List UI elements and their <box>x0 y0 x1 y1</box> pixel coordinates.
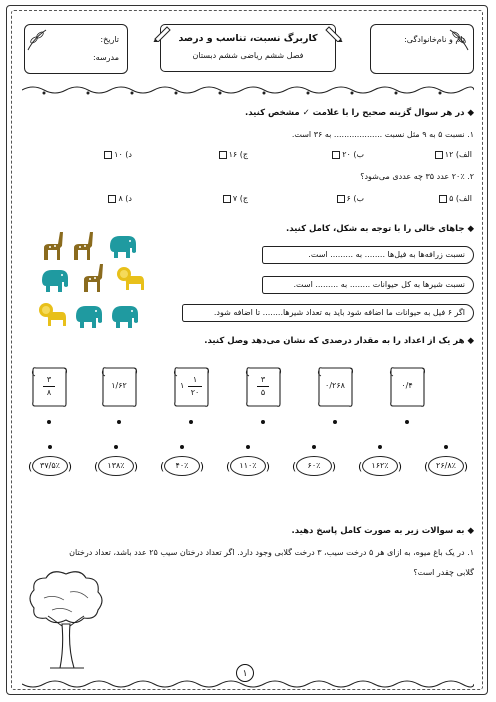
number-card <box>100 366 138 408</box>
number-card <box>172 366 210 408</box>
percent-value: ۱۱۰٪ <box>239 461 257 470</box>
number-card <box>388 366 426 408</box>
statement-3: اگر ۶ فیل به حیوانات ما اضافه شود باید به تعداد شیرها........ تا اضافه شود. <box>182 304 474 322</box>
lion-icon <box>117 267 144 290</box>
elephant-icon <box>110 236 136 258</box>
connect-dot[interactable] <box>405 420 409 424</box>
giraffe-icon <box>74 232 93 260</box>
connect-dot[interactable] <box>47 420 51 424</box>
percent-oval: ( ) ۱۶۲٪ <box>358 455 402 477</box>
fraction-denominator: ۵ <box>260 388 266 397</box>
percent-value: ۲۶/۸٪ <box>436 461 456 470</box>
worksheet-title: کاربرگ نسبت، تناسب و درصد <box>178 33 318 44</box>
pencil-icon <box>324 22 344 42</box>
worksheet-subtitle: فصل ششم ریاضی ششم دبستان <box>192 51 304 60</box>
connect-dot[interactable] <box>261 420 265 424</box>
q2-option-a[interactable]: الف) ۵ <box>439 194 472 203</box>
connect-dot[interactable] <box>189 420 193 424</box>
elephant-icon <box>112 306 138 328</box>
fraction-bar <box>188 386 202 387</box>
percent-value: ۴۰٪ <box>175 461 189 470</box>
connect-dot[interactable] <box>312 445 316 449</box>
connect-dot[interactable] <box>180 445 184 449</box>
vine-divider <box>22 84 474 96</box>
percent-oval: ( ) ۱۱۰٪ <box>226 455 270 477</box>
section4-heading: ◆ به سوالات زیر به صورت کامل پاسخ دهید. <box>291 526 474 536</box>
q4-line2: گلابی چقدر است؟ <box>413 568 474 577</box>
elephant-icon <box>42 270 68 292</box>
leaf-ornament-icon <box>446 26 472 52</box>
q2-text: ۲. ۲۰٪ عدد ۳۵ چه عددی می‌شود؟ <box>360 172 474 181</box>
statement-1: نسبت زرافه‌ها به فیل‌ها ........ به ......... است. <box>262 246 474 264</box>
percent-oval: ( ) ۱۳۸٪ <box>94 455 138 477</box>
fraction-numerator: ۳ <box>46 375 52 384</box>
percent-oval: ( ) ۴۰٪ <box>160 455 204 477</box>
mixed-whole: ۱ <box>180 381 185 390</box>
percent-oval: ( ) ۲۶/۸٪ <box>424 455 468 477</box>
q1-option-a[interactable]: الف) ۱۲ <box>435 150 472 159</box>
percent-value: ۱۳۸٪ <box>107 461 125 470</box>
q2-option-c[interactable]: ج) ۷ <box>223 194 248 203</box>
school-label: مدرسه: <box>92 53 119 62</box>
number-card <box>244 366 282 408</box>
lion-icon <box>39 303 66 326</box>
fraction-bar <box>43 386 55 387</box>
date-label: تاریخ: <box>100 35 119 44</box>
number-card <box>316 366 354 408</box>
connect-dot[interactable] <box>333 420 337 424</box>
section3-heading: ◆ هر یک از اعداد را به مقدار درصدی که نشان می‌دهد وصل کنید. <box>204 336 474 346</box>
tree-illustration <box>24 568 106 674</box>
number-value: ۰/۲۶۸ <box>325 381 345 390</box>
percent-value: ۶۰٪ <box>307 461 321 470</box>
q1-option-c[interactable]: ج) ۱۶ <box>219 150 248 159</box>
fraction-numerator: ۳ <box>260 375 266 384</box>
q2-option-d[interactable]: د) ۸ <box>108 194 132 203</box>
giraffe-icon <box>44 232 63 260</box>
connect-dot[interactable] <box>378 445 382 449</box>
title-box <box>160 24 336 72</box>
fraction-denominator: ۸ <box>46 388 52 397</box>
fraction-numerator: ۱ <box>192 375 198 384</box>
percent-value: ۳۷/۵٪ <box>40 461 60 470</box>
giraffe-icon <box>84 264 103 292</box>
page-number: ۱ <box>236 664 254 682</box>
connect-dot[interactable] <box>444 445 448 449</box>
q1-text: ۱. نسبت ۵ به ۹ مثل نسبت ................... به ۳۶ است. <box>291 130 474 139</box>
statement-2: نسبت شیرها به کل حیوانات ........ به ......... است. <box>262 276 474 294</box>
number-value: ۰/۴ <box>401 381 413 390</box>
q4-line1: ۱. در یک باغ میوه، به ازای هر ۵ درخت سیب، ۳ درخت گلابی وجود دارد. اگر تعداد درختان سیب ۲۵ عدد باشد، تعداد درختان <box>69 548 474 557</box>
q1-option-d[interactable]: د) ۱۰ <box>104 150 132 159</box>
q1-option-b[interactable]: ب) ۲۰ <box>332 150 364 159</box>
number-card <box>30 366 68 408</box>
section2-heading: ◆ جاهای خالی را با توجه به شکل، کامل کنید. <box>286 224 474 234</box>
q2-option-b[interactable]: ب) ۶ <box>337 194 365 203</box>
connect-dot[interactable] <box>114 445 118 449</box>
pencil-icon <box>152 22 172 42</box>
percent-oval: ( ) ۶۰٪ <box>292 455 336 477</box>
fraction-denominator: ۲۰ <box>190 388 200 397</box>
connect-dot[interactable] <box>246 445 250 449</box>
section1-heading: ◆ در هر سوال گزینه صحیح را با علامت ✓ مشخص کنید. <box>245 108 474 118</box>
elephant-icon <box>76 306 102 328</box>
animals-figure <box>36 228 152 332</box>
connect-dot[interactable] <box>117 420 121 424</box>
leaf-ornament-icon <box>24 26 50 52</box>
fraction-bar <box>257 386 269 387</box>
number-value: ۱/۶۲ <box>111 381 127 390</box>
percent-oval: ( ) ۳۷/۵٪ <box>28 455 72 477</box>
percent-value: ۱۶۲٪ <box>371 461 389 470</box>
name-label: نام و نام‌خانوادگی: <box>404 35 465 44</box>
connect-dot[interactable] <box>48 445 52 449</box>
